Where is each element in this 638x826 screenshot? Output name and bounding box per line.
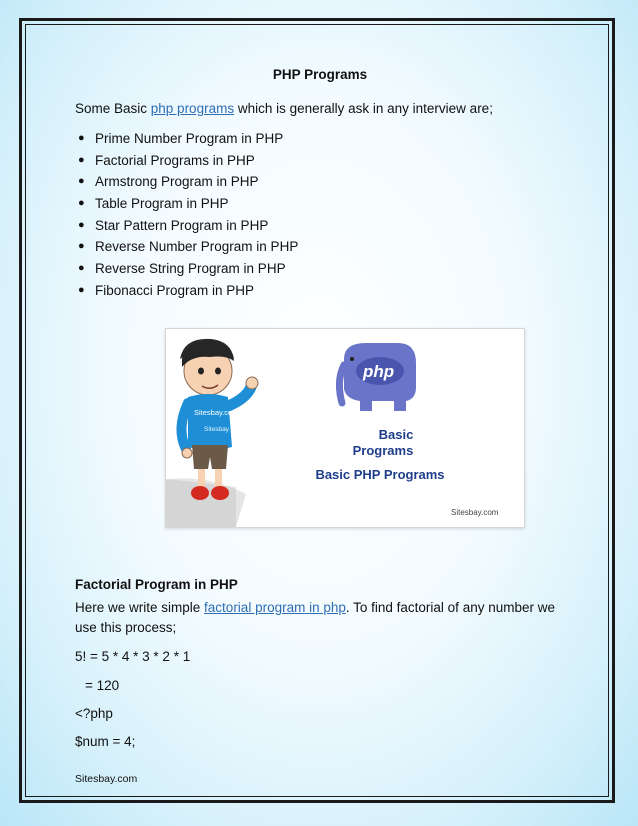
list-item [75,150,298,172]
section-heading-factorial: Factorial Program in PHP [75,577,238,592]
program-list [75,128,298,302]
list-item [75,193,298,215]
factorial-program-link[interactable]: factorial program in php [204,600,346,615]
list-item [75,215,298,237]
list-item [75,258,298,280]
code-line-3: <?php [75,706,113,721]
list-item-label: Reverse Number Program in PHP [95,239,299,255]
bullet-icon: ● [78,218,85,231]
intro-prefix: Some Basic [75,101,151,116]
basic-php-programs-image [165,328,525,528]
bullet-icon: ● [78,153,85,166]
bullet-icon: ● [78,175,85,188]
illustration-svg [166,329,524,527]
intro-text [75,101,493,116]
list-item [75,236,298,258]
list-item [75,280,298,302]
list-item [75,128,298,150]
image-watermark: Sitesbay.com [451,508,499,517]
footer-site-name: Sitesbay.com [75,773,138,785]
list-item-label: Armstrong Program in PHP [95,174,259,190]
bullet-icon: ● [78,197,85,210]
code-line-4: $num = 4; [75,734,136,749]
bullet-icon: ● [78,132,85,144]
code-line-2: = 120 [85,678,120,693]
shirt-text-1: Sitesbay.com [194,408,239,417]
basic-text: Basic [378,427,414,442]
list-item-label: Fibonacci Program in PHP [95,282,255,298]
bullet-icon: ● [78,262,85,275]
bullet-icon: ● [78,283,85,296]
para-suffix: . To find factorial of any number we [345,600,555,615]
intro-suffix: which is generally ask in any interview are; [234,101,493,116]
boy-illustration [180,339,258,500]
para-line-2: use this process; [75,620,177,635]
list-item-label: Factorial Programs in PHP [95,152,255,168]
image-caption: Basic PHP Programs [315,467,445,482]
list-item-label: Reverse String Program in PHP [95,261,286,277]
para-prefix: Here we write simple [75,600,205,615]
bullet-icon: ● [78,240,85,253]
list-item-label: Star Pattern Program in PHP [95,217,269,233]
php-logo-text: php [363,362,395,381]
php-elephant-logo [339,343,416,411]
list-item [75,171,298,193]
list-item-label: Table Program in PHP [95,196,229,212]
list-item-label: Prime Number Program in PHP [95,131,284,146]
para-line-1 [75,600,555,615]
code-line-1: 5! = 5 * 4 * 3 * 2 * 1 [75,649,191,664]
programs-text: Programs [352,443,414,458]
php-programs-link[interactable]: php programs [150,101,235,116]
page-title: PHP Programs [272,67,368,82]
shirt-text-2: Sitesbay [204,426,229,433]
